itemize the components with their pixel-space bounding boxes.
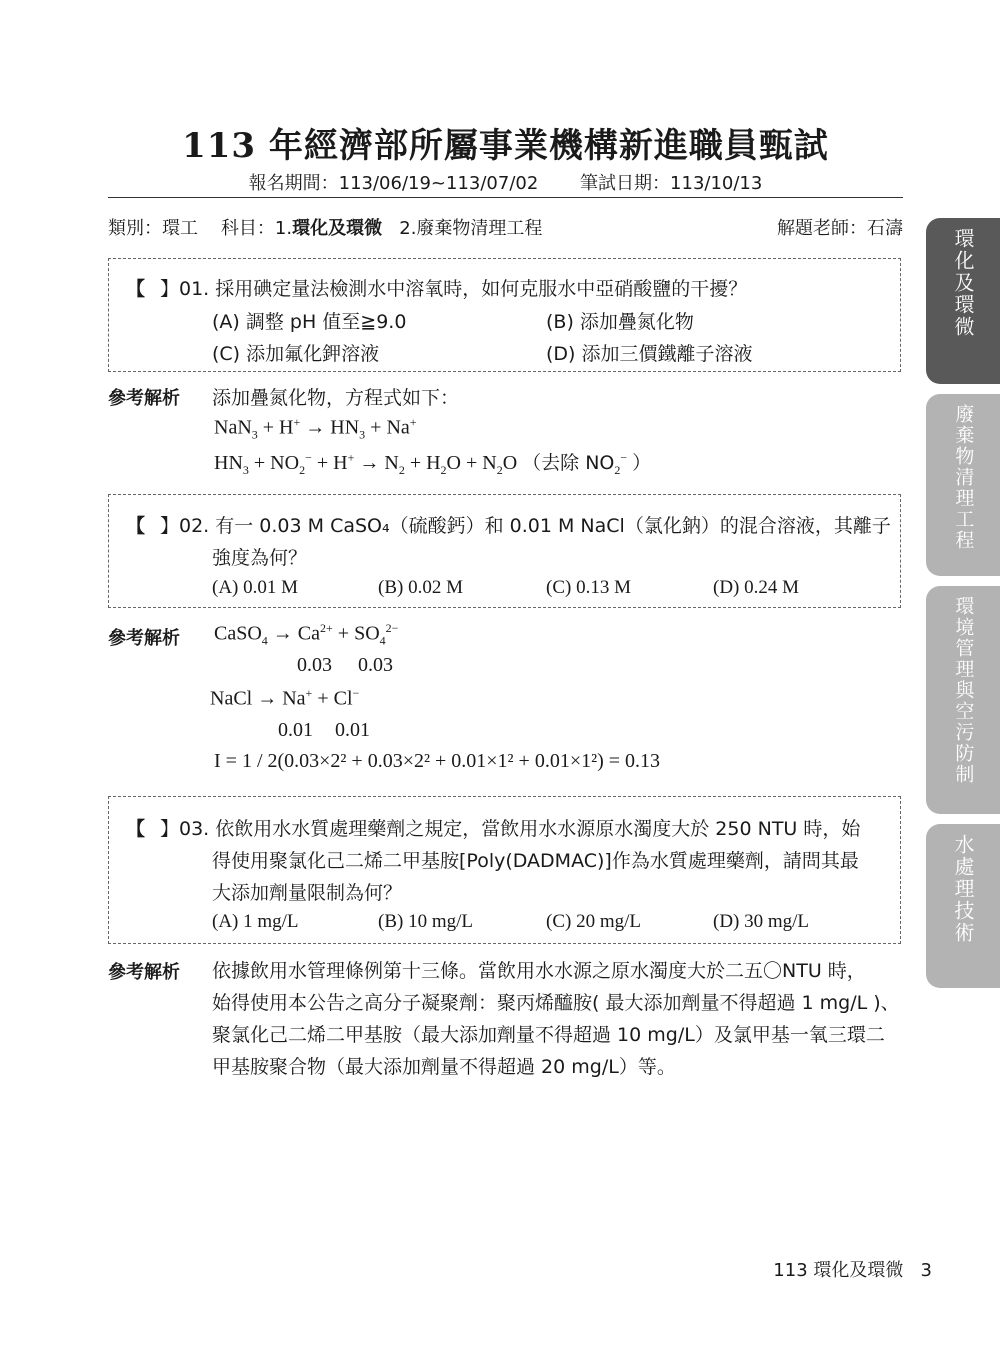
page-number: 3 [920,1260,932,1281]
equation: NaCl → Na+ + Cl− [210,686,360,710]
header-divider [108,197,903,198]
answer-bracket: 【 [126,515,146,537]
exam-meta [108,214,903,240]
tab-water-treatment[interactable]: 水處理技術 [926,824,1000,988]
subject-1: 環化及環微 [292,218,383,239]
concentration: 0.03 [297,654,332,676]
tab-env-chem-micro[interactable]: 環化及環微 [926,218,1000,384]
question-3-text-cont: 大添加劑量限制為何？ [212,882,403,904]
equation: $HN_3 + NO_2^- + H^+ \to N_2 + H_2O + N_2O$ （去除 $NO_2^-$ ） [214,450,652,477]
footer-label: 113 環化及環微 [773,1260,904,1281]
equation: $NaN_3 + H^+ \to HN_3 + Na^+$ [214,415,417,442]
exam-period [108,169,903,195]
answer-3-text: 依據飲用水管理條例第十三條。當飲用水水源之原水濁度大於二五〇NTU 時， [212,960,866,982]
question-3-text: 】03. 依飲用水水質處理藥劑之規定，當飲用水水源原水濁度大於 250 NTU 時，始 [160,818,861,840]
teacher: 解題老師：石濤 [777,218,903,239]
answer-3-text: 始得使用本公告之高分子凝聚劑：聚丙烯醯胺( 最大添加劑量不得超過 1 mg/L )、 [212,992,900,1014]
option-d: (D) 30 mg/L [713,911,810,932]
option-b: (B) 添加疊氮化物 [546,311,694,333]
category: 類別：環工 [108,218,198,239]
option-c: (C) 0.13 M [546,577,631,598]
option-c: (C) 20 mg/L [546,911,641,932]
option-d: (D) 添加三價鐵離子溶液 [546,343,753,365]
tab-waste-engineering[interactable]: 廢棄物清理工程 [926,394,1000,576]
question-2-text: 】02. 有一 0.03 M CaSO₄（硫酸鈣）和 0.01 M NaCl（氯化鈉）的混合溶液，其離子 [160,515,891,537]
question-3-text-cont: 得使用聚氯化己二烯二甲基胺[Poly(DADMAC)]作為水質處理藥劑，請問其最 [212,850,859,872]
option-c: (C) 添加氟化鉀溶液 [212,343,380,365]
ionic-strength-result: I = 1 / 2(0.03×2² + 0.03×2² + 0.01×1² + 0.01×1²) = 0.13 [214,750,661,772]
page-title: 113 年經濟部所屬事業機構新進職員甄試 [182,126,829,166]
equation: CaSO$_4$ → $Ca^{2+} + SO_4^{2-}$ [214,621,399,648]
reference-label: 參考解析 [108,628,180,649]
page-footer [773,1256,932,1282]
option-a: (A) 0.01 M [212,577,299,598]
answer-bracket: 【 [126,278,146,300]
concentration: 0.01 [335,719,370,741]
answer-1-text: 添加疊氮化物，方程式如下： [212,387,460,409]
reference-label: 參考解析 [108,962,180,983]
concentration: 0.03 [358,654,393,676]
option-a: (A) 1 mg/L [212,911,299,932]
reference-label: 參考解析 [108,388,180,409]
tab-env-management-air[interactable]: 環境管理與空污防制 [926,586,1000,814]
option-b: (B) 0.02 M [378,577,463,598]
answer-bracket: 【 [126,818,146,840]
answer-3-text: 聚氯化己二烯二甲基胺（最大添加劑量不得超過 10 mg/L）及氯甲基一氧三環二 [212,1024,885,1046]
question-2-text-cont: 強度為何？ [212,547,308,569]
concentration: 0.01 [278,719,313,741]
answer-3-text: 甲基胺聚合物（最大添加劑量不得超過 20 mg/L）等。 [212,1056,676,1078]
subject-2: 2.廢棄物清理工程 [399,218,543,239]
registration-period: 報名期間：113/06/19~113/07/02 [248,173,539,194]
option-a: (A) 調整 pH 值至≧9.0 [212,311,407,333]
option-d: (D) 0.24 M [713,577,800,598]
question-1-text: 】01. 採用碘定量法檢測水中溶氧時，如何克服水中亞硝酸鹽的干擾？ [160,278,748,300]
option-b: (B) 10 mg/L [378,911,473,932]
subject-prefix: 科目：1. [220,218,293,239]
exam-date: 筆試日期：113/10/13 [580,173,763,194]
